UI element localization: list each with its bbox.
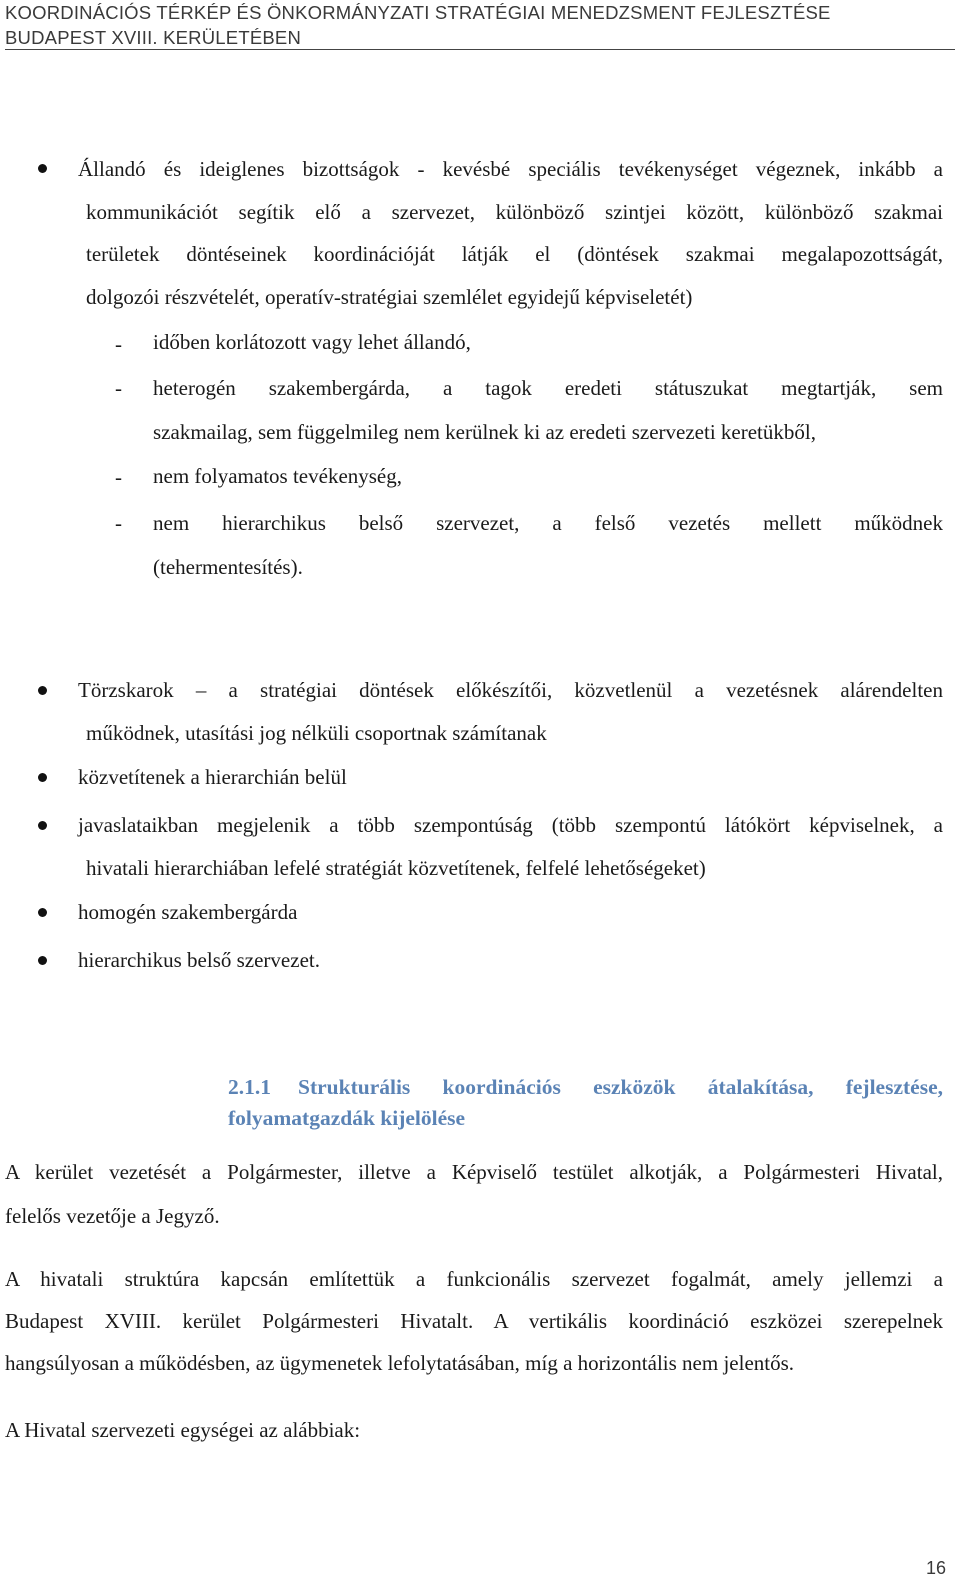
page-number: 16	[925, 1558, 946, 1578]
text-line: területek döntéseinek koordinációját látják el (döntések szakmai megalapozottságát,	[86, 242, 943, 266]
text-line: időben korlátozott vagy lehet állandó,	[153, 330, 471, 354]
dash-marker: -	[115, 511, 122, 535]
text-line: felelős vezetője a Jegyző.	[5, 1204, 220, 1228]
text-line: hangsúlyosan a működésben, az ügymenetek lefolytatásában, míg a horizontális nem jelentős.	[5, 1351, 795, 1375]
bullet-item	[78, 804, 943, 889]
running-header	[5, 0, 955, 50]
sub-item	[153, 321, 943, 364]
bullet-item	[78, 891, 943, 934]
section-heading	[298, 1071, 943, 1103]
header-rule	[5, 49, 955, 50]
bullet-dot	[38, 956, 47, 965]
text-line: Állandó és ideiglenes bizottságok - kevésbé speciális tevékenységet végeznek, inkább a	[78, 157, 943, 181]
bullet-item-committees	[78, 148, 943, 318]
text-line: homogén szakembergárda	[78, 900, 298, 924]
bullet-dot	[38, 821, 47, 830]
bullet-dot	[38, 686, 47, 695]
dash-marker: -	[115, 332, 122, 356]
section-number: 2.1.1	[228, 1075, 271, 1099]
text-line: Törzskarok – a stratégiai döntések előkészítői, közvetlenül a vezetésnek alárendelten	[78, 678, 943, 702]
sub-item	[153, 455, 943, 498]
bullet-dot	[38, 164, 47, 173]
bullet-dot	[38, 908, 47, 917]
sub-item	[153, 366, 943, 454]
dash-marker: -	[115, 376, 122, 400]
dash-marker: -	[115, 465, 122, 489]
heading-line: folyamatgazdák kijelölése	[228, 1106, 466, 1130]
text-line: A hivatali struktúra kapcsán említettük a funkcionális szervezet fogalmát, amely jellemzi a	[5, 1267, 943, 1291]
text-line: nem folyamatos tevékenység,	[153, 464, 403, 488]
text-line: szakmailag, sem függelmileg nem kerülnek ki az eredeti szervezeti keretükből,	[153, 420, 816, 444]
text-line: javaslataikban megjelenik a több szempontúság (több szempontú látókört képviselnek, a	[78, 813, 943, 837]
text-line: A Hivatal szervezeti egységei az alábbiak:	[5, 1418, 361, 1442]
paragraph	[5, 1150, 943, 1238]
text-line: dolgozói részvételét, operatív-stratégiai szemlélet egyidejű képviseletét)	[86, 284, 693, 309]
text-line: közvetítenek a hierarchián belül	[78, 765, 347, 789]
paragraph	[5, 1409, 943, 1452]
text-line: hierarchikus belső szervezet.	[78, 948, 320, 972]
header-line-2: BUDAPEST XVIII. KERÜLETÉBEN	[5, 27, 302, 48]
bullet-dot	[38, 773, 47, 782]
text-line: kommunikációt segítik elő a szervezet, különböző szintjei között, különböző szakmai	[86, 199, 943, 224]
text-line: nem hierarchikus belső szervezet, a felső vezetés mellett működnek	[153, 511, 943, 535]
text-line: (tehermentesítés).	[153, 555, 303, 579]
text-line: működnek, utasítási jog nélküli csoportnak számítanak	[86, 720, 547, 745]
section-heading-continued	[228, 1102, 943, 1134]
bullet-item-staff	[78, 669, 943, 754]
sub-item	[153, 501, 943, 589]
header-line-1: KOORDINÁCIÓS TÉRKÉP ÉS ÖNKORMÁNYZATI STRATÉGIAI MENEDZSMENT FEJLESZTÉSE	[5, 2, 831, 23]
paragraph	[5, 1258, 943, 1384]
bullet-item	[78, 756, 943, 799]
text-line: A kerület vezetését a Polgármester, illetve a Képviselő testület alkotják, a Polgármesteri Hivatal,	[5, 1160, 943, 1184]
text-line: hivatali hierarchiában lefelé stratégiát közvetítenek, felfelé lehetőségeket)	[86, 855, 706, 880]
text-line: heterogén szakembergárda, a tagok eredeti státuszukat megtartják, sem	[153, 376, 943, 400]
heading-line: Strukturális koordinációs eszközök átalakítása, fejlesztése,	[298, 1075, 943, 1099]
bullet-item	[78, 939, 943, 982]
text-line: Budapest XVIII. kerület Polgármesteri Hivatalt. A vertikális koordináció eszközei szerepelnek	[5, 1309, 943, 1333]
